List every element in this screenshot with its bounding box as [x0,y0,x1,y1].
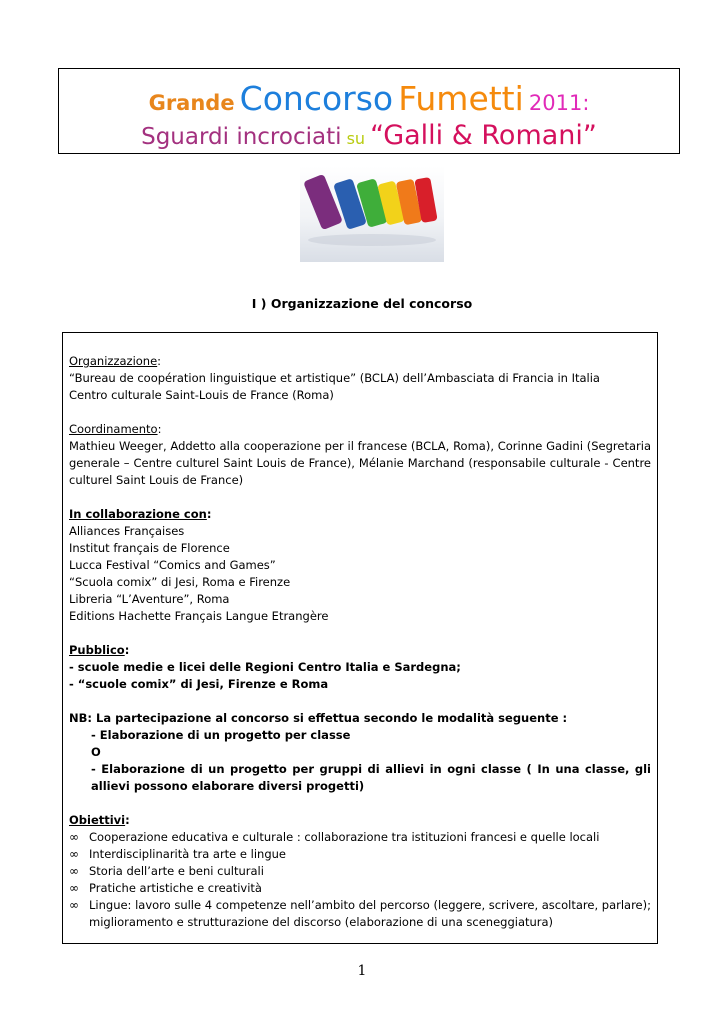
collaborazione-line-5: Libreria “L’Aventure”, Roma [69,592,230,606]
title-sguardi: Sguardi incrociati [141,124,342,150]
obiettivi-item [69,863,651,880]
title-concorso: Concorso [239,79,394,118]
organizzazione-line-2: Centro culturale Saint-Louis de France (Roma) [69,388,334,402]
obiettivi-label: Obiettivi [69,813,126,827]
obiettivi-item [69,897,651,931]
collaborazione-line-1: Alliances Françaises [69,524,185,538]
title-box [58,68,680,154]
title-year: 2011: [528,91,590,115]
pubblico-line-1: - scuole medie e licei delle Regioni Centro Italia e Sardegna; [69,660,461,674]
infinity-bullet-icon: ∞ [69,898,79,912]
pubblico-heading [69,642,651,659]
title-line-2 [59,121,679,154]
coordinamento-colon: : [157,422,162,436]
infinity-bullet-icon: ∞ [69,881,79,895]
collaborazione-line-4: “Scuola comix” di Jesi, Roma e Firenze [69,575,291,589]
obiettivi-item-text: Storia dell’arte e beni culturali [89,864,264,878]
title-galli-romani: “Galli & Romani” [370,120,597,151]
title-fumetti: Fumetti [398,79,524,118]
obiettivi-colon: : [125,813,130,827]
content-box [62,332,658,944]
nb-or: O [91,745,101,759]
nb-text: NB: La partecipazione al concorso si effettua secondo le modalità seguente : [69,711,568,725]
title-grande: Grande [148,91,235,115]
obiettivi-item [69,880,651,897]
obiettivi-item-text: Lingue: lavoro sulle 4 competenze nell’ambito del percorso (leggere, scrivere, ascoltare, parlare); miglioramento e strutturazione del discorso (elaborazione di una sceneggiatura) [89,898,651,929]
organizzazione-heading [69,353,651,370]
obiettivi-item-text: Cooperazione educativa e culturale : collaborazione tra istituzioni francesi e quelle locali [89,830,600,844]
obiettivi-item-text: Pratiche artistiche e creatività [89,881,262,895]
obiettivi-item [69,846,651,863]
collaborazione-line-3: Lucca Festival “Comics and Games” [69,558,276,572]
collaborazione-label: In collaborazione con [69,507,207,521]
collaborazione-colon: : [206,507,212,521]
content [69,353,651,931]
coordinamento-label: Coordinamento [69,422,158,436]
organizzazione-colon: : [157,354,162,368]
infinity-bullet-icon: ∞ [69,847,79,861]
infinity-bullet-icon: ∞ [69,864,79,878]
nb-option-1: - Elaborazione di un progetto per classe [91,728,351,742]
colored-pastels-image [300,166,444,262]
organizzazione-label: Organizzazione [69,354,158,368]
organizzazione-line-1: “Bureau de coopération linguistique et artistique” (BCLA) dell’Ambasciata di Francia in Italia [69,371,600,385]
infinity-bullet-icon: ∞ [69,830,79,844]
pubblico-colon: : [124,643,130,657]
pubblico-line-2: - “scuole comix” di Jesi, Firenze e Roma [69,677,329,691]
obiettivi-heading [69,812,651,829]
collaborazione-line-6: Editions Hachette Français Langue Etrangère [69,609,329,623]
obiettivi-item-text: Interdisciplinarità tra arte e lingue [89,847,286,861]
title-line-1 [59,79,679,125]
coordinamento-heading [69,421,651,438]
collaborazione-line-2: Institut français de Florence [69,541,230,555]
section-title: I ) Organizzazione del concorso [251,296,473,311]
obiettivi-item [69,829,651,846]
nb-option-2: - Elaborazione di un progetto per gruppi di allievi in ogni classe ( In una classe, gli allievi possono elaborare diversi progetti) [91,762,651,793]
title-su: su [346,129,366,148]
pubblico-label: Pubblico [69,643,125,657]
coordinamento-text: Mathieu Weeger, Addetto alla cooperazione per il francese (BCLA, Roma), Corinne Gadini (Segretaria generale – Centre culturel Saint Louis de France), Mélanie Marchand (responsabile culturale - Centre culturel Saint Louis de France) [69,439,651,487]
collaborazione-heading [69,506,651,523]
page-number: 1 [357,963,367,979]
